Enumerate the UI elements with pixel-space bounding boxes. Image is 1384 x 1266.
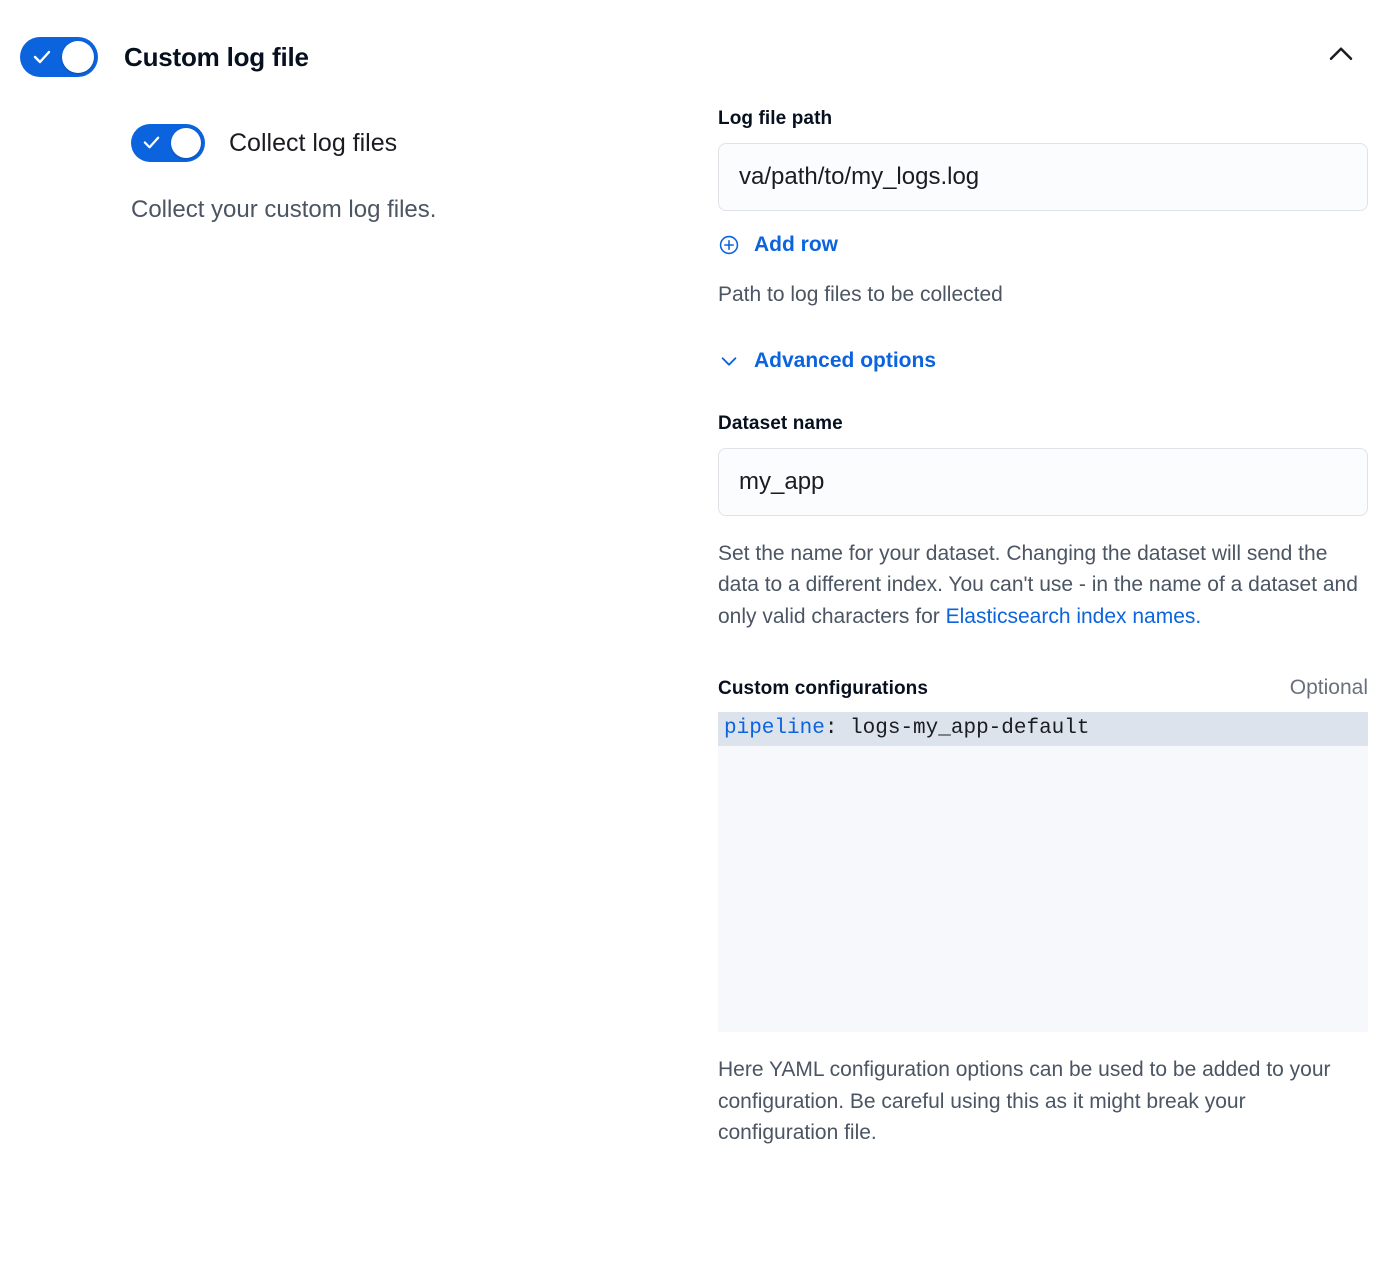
optional-badge: Optional (1289, 676, 1368, 699)
code-value: logs-my_app-default (850, 717, 1090, 740)
advanced-options-toggle[interactable] (718, 349, 936, 373)
dataset-name-label: Dataset name (718, 412, 843, 434)
code-colon: : (824, 717, 851, 740)
dataset-name-helper (718, 538, 1368, 633)
advanced-options-label: Advanced options (754, 348, 937, 372)
left-column (0, 86, 718, 1149)
custom-configurations-helper: Here YAML configuration options can be used to be added to your configuration. Be careful using this as it might break your configuration file. (718, 1058, 1331, 1144)
log-file-path-label: Log file path (718, 108, 833, 129)
log-file-path-helper: Path to log files to be collected (718, 283, 1003, 306)
collect-log-files-row (131, 124, 718, 162)
add-row-button[interactable] (718, 233, 838, 257)
collapse-panel-button[interactable] (1322, 38, 1360, 76)
chevron-up-icon (1326, 40, 1356, 75)
collect-log-files-toggle[interactable] (131, 124, 205, 162)
custom-configurations-editor[interactable] (718, 712, 1368, 1032)
code-key: pipeline (724, 717, 825, 740)
add-row-label: Add row (754, 233, 838, 256)
dataset-name-helper-text: Set the name for your dataset. Changing the dataset will send the data to a different index. You can't use - in the name of a dataset and only valid characters for (718, 541, 1358, 628)
toggle-knob (62, 41, 94, 73)
check-icon (32, 47, 52, 67)
collect-log-files-label: Collect log files (229, 128, 398, 157)
elasticsearch-index-names-link[interactable]: Elasticsearch index names. (945, 604, 1202, 628)
dataset-name-field (718, 413, 1368, 633)
check-icon (142, 133, 161, 152)
custom-configurations-header (718, 676, 1368, 700)
collect-log-files-helper: Collect your custom log files. (131, 196, 437, 223)
custom-log-file-toggle[interactable] (20, 37, 98, 77)
plus-circle-icon (718, 234, 740, 256)
dataset-name-input[interactable]: my_app (718, 448, 1368, 516)
panel-header (0, 0, 1384, 86)
right-column (718, 86, 1384, 1149)
code-line (718, 712, 1368, 746)
custom-configurations-label: Custom configurations (718, 678, 929, 699)
page-title: Custom log file (124, 41, 309, 72)
log-file-path-input[interactable]: va/path/to/my_logs.log (718, 143, 1368, 211)
panel-body (0, 86, 1384, 1149)
chevron-down-icon (718, 350, 740, 372)
toggle-knob (171, 128, 201, 158)
